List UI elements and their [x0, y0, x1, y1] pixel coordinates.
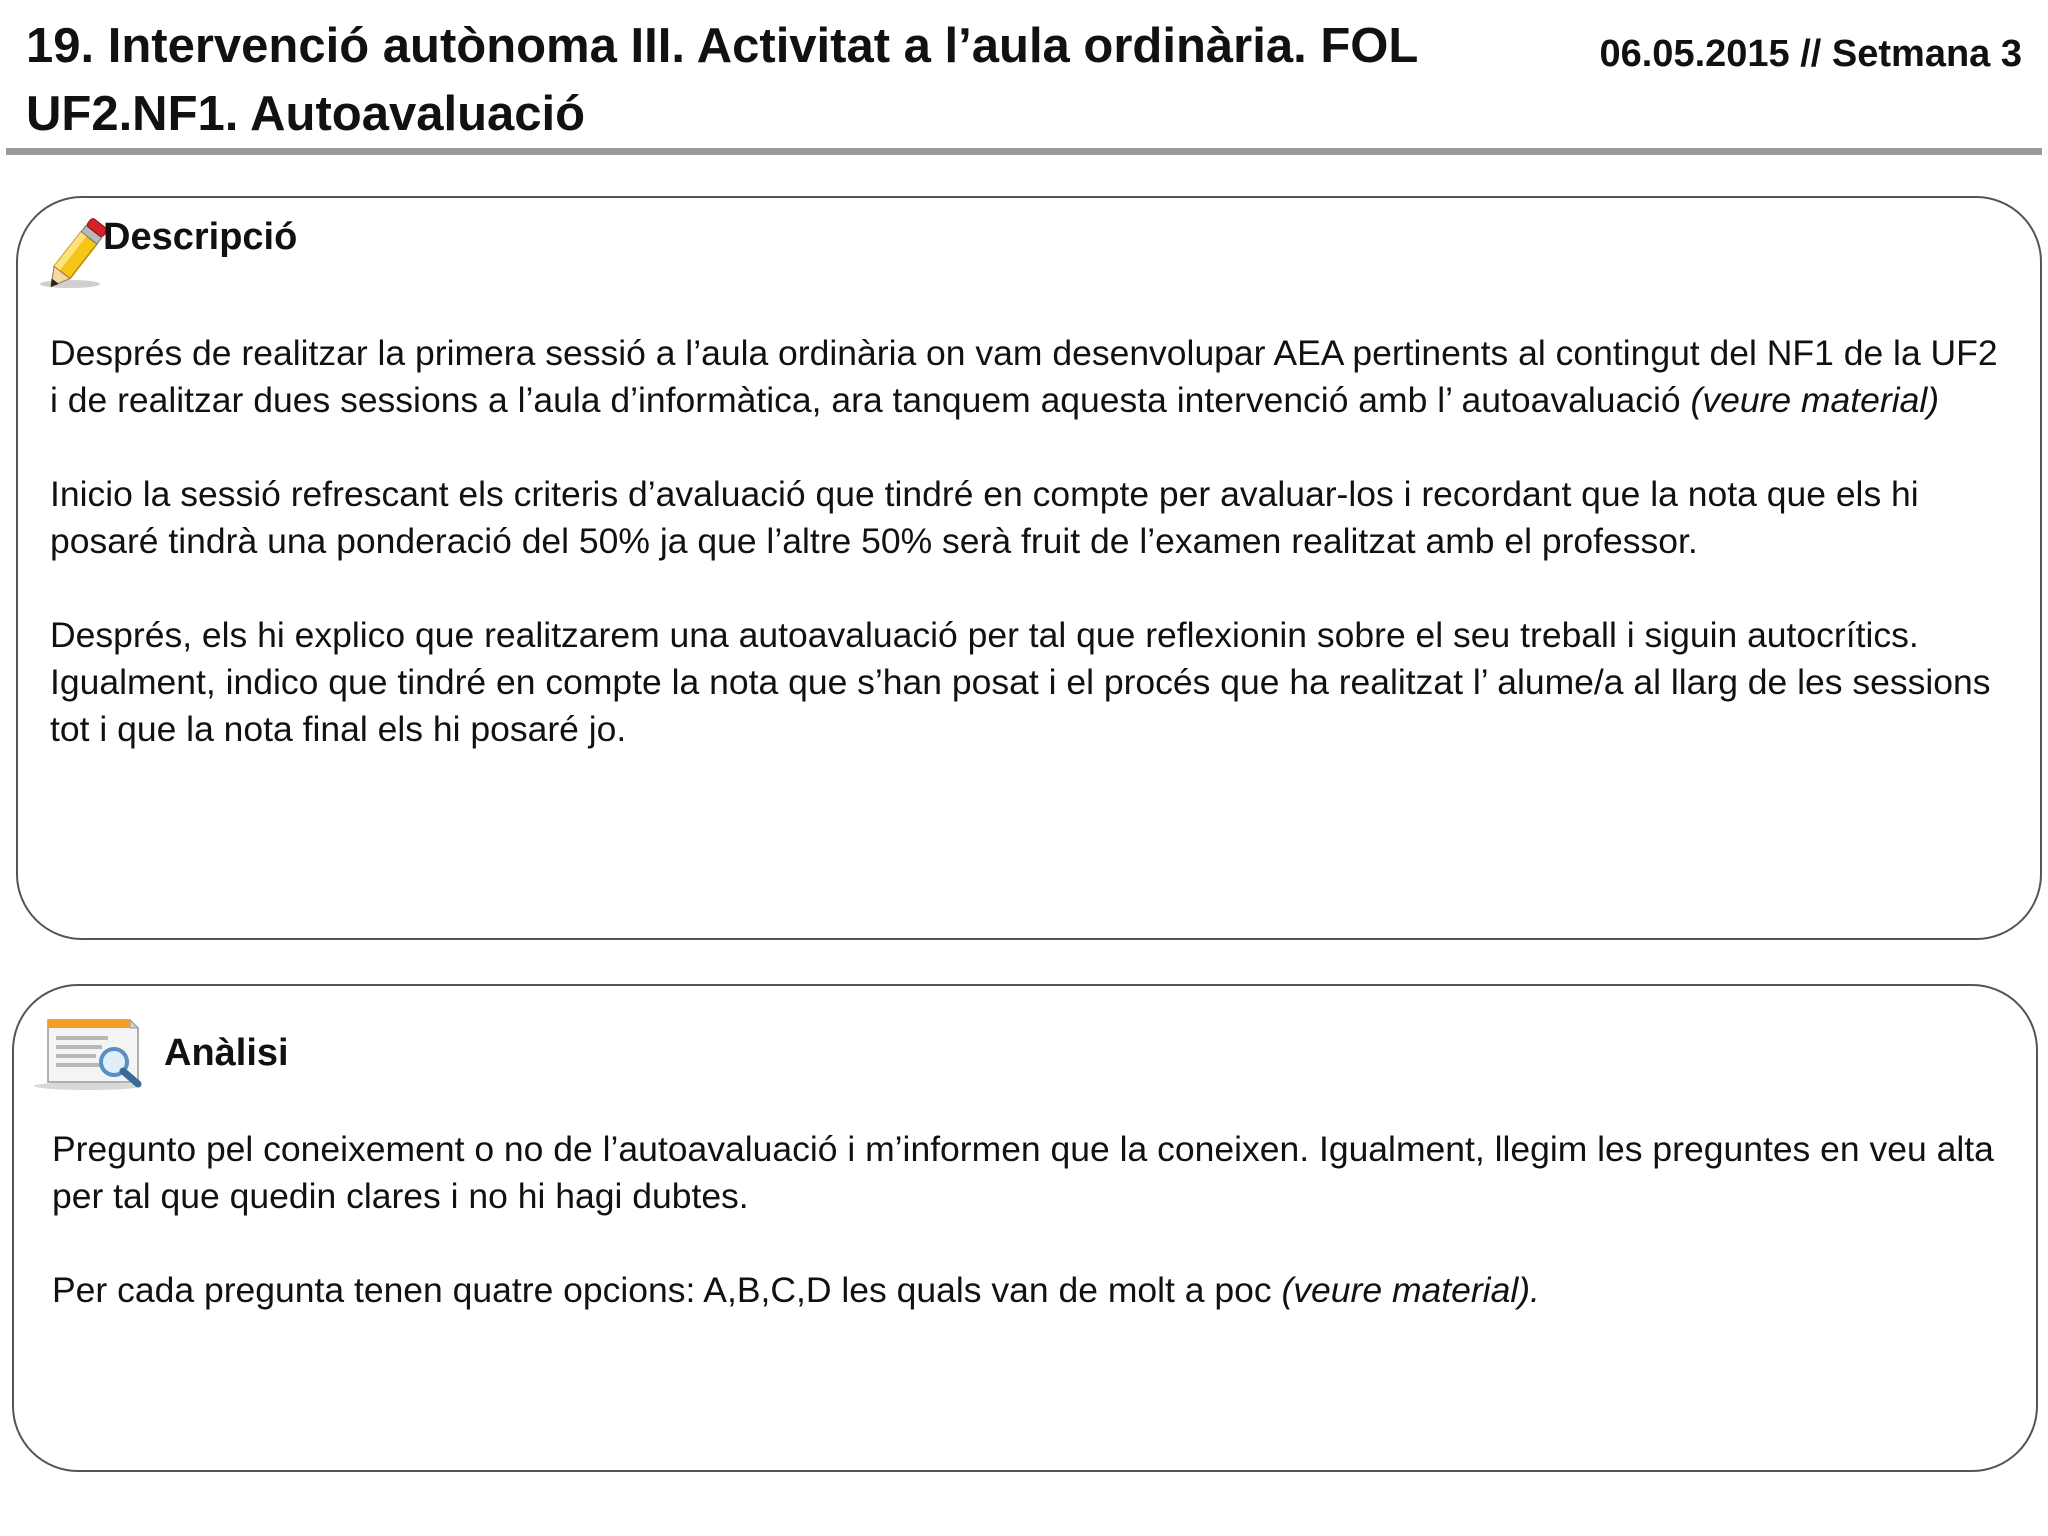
- description-paragraph: Després de realitzar la primera sessió a l’aula ordinària on vam desenvolupar AEA pertinents al contingut del NF1 de la UF2 i de realitzar dues sessions a l’aula d’informàtica, ara tanquem aquesta intervenció amb l’ autoavaluació (veure material): [50, 333, 1998, 420]
- date-week-label: 06.05.2015 // Setmana 3: [1599, 33, 2022, 75]
- title-line-2: UF2.NF1. Autoavaluació: [26, 87, 586, 141]
- title-line-1: 19. Intervenció autònoma III. Activitat a l’aula ordinària. FOL: [26, 19, 1419, 73]
- page-title: [26, 12, 1526, 148]
- description-panel: [16, 196, 2042, 940]
- description-paragraph: Inicio la sessió refrescant els criteris d’avaluació que tindré en compte per avaluar-los i recordant que la nota que els hi posaré tindrà una ponderació del 50% ja que l’altre 50% serà fruit de l’examen realitzat amb el professor.: [50, 474, 1919, 561]
- analysis-body: [52, 1126, 2002, 1361]
- description-heading: Descripció: [103, 216, 298, 258]
- analysis-paragraph: Per cada pregunta tenen quatre opcions: A,B,C,D les quals van de molt a poc (veure material).: [52, 1270, 1540, 1310]
- header-divider: [6, 148, 2042, 155]
- analysis-paragraph: Pregunto pel coneixement o no de l’autoavaluació i m’informen que la coneixen. Igualment, llegim les preguntes en veu alta per tal que quedin clares i no hi hagi dubtes.: [52, 1129, 1994, 1216]
- analysis-panel: [12, 984, 2038, 1472]
- analysis-heading: Anàlisi: [164, 1032, 289, 1074]
- document-search-icon: [32, 1016, 148, 1092]
- description-paragraph: Després, els hi explico que realitzarem una autoavaluació per tal que reflexionin sobre el seu treball i siguin autocrítics. Igualment, indico que tindré en compte la nota que s’han posat i el procés que ha realitzat l’ alume/a al llarg de les sessions tot i que la nota final els hi posaré jo.: [50, 615, 1991, 749]
- material-reference: (veure material).: [1281, 1270, 1540, 1310]
- description-body: [50, 330, 2000, 800]
- material-reference: (veure material): [1690, 380, 1940, 420]
